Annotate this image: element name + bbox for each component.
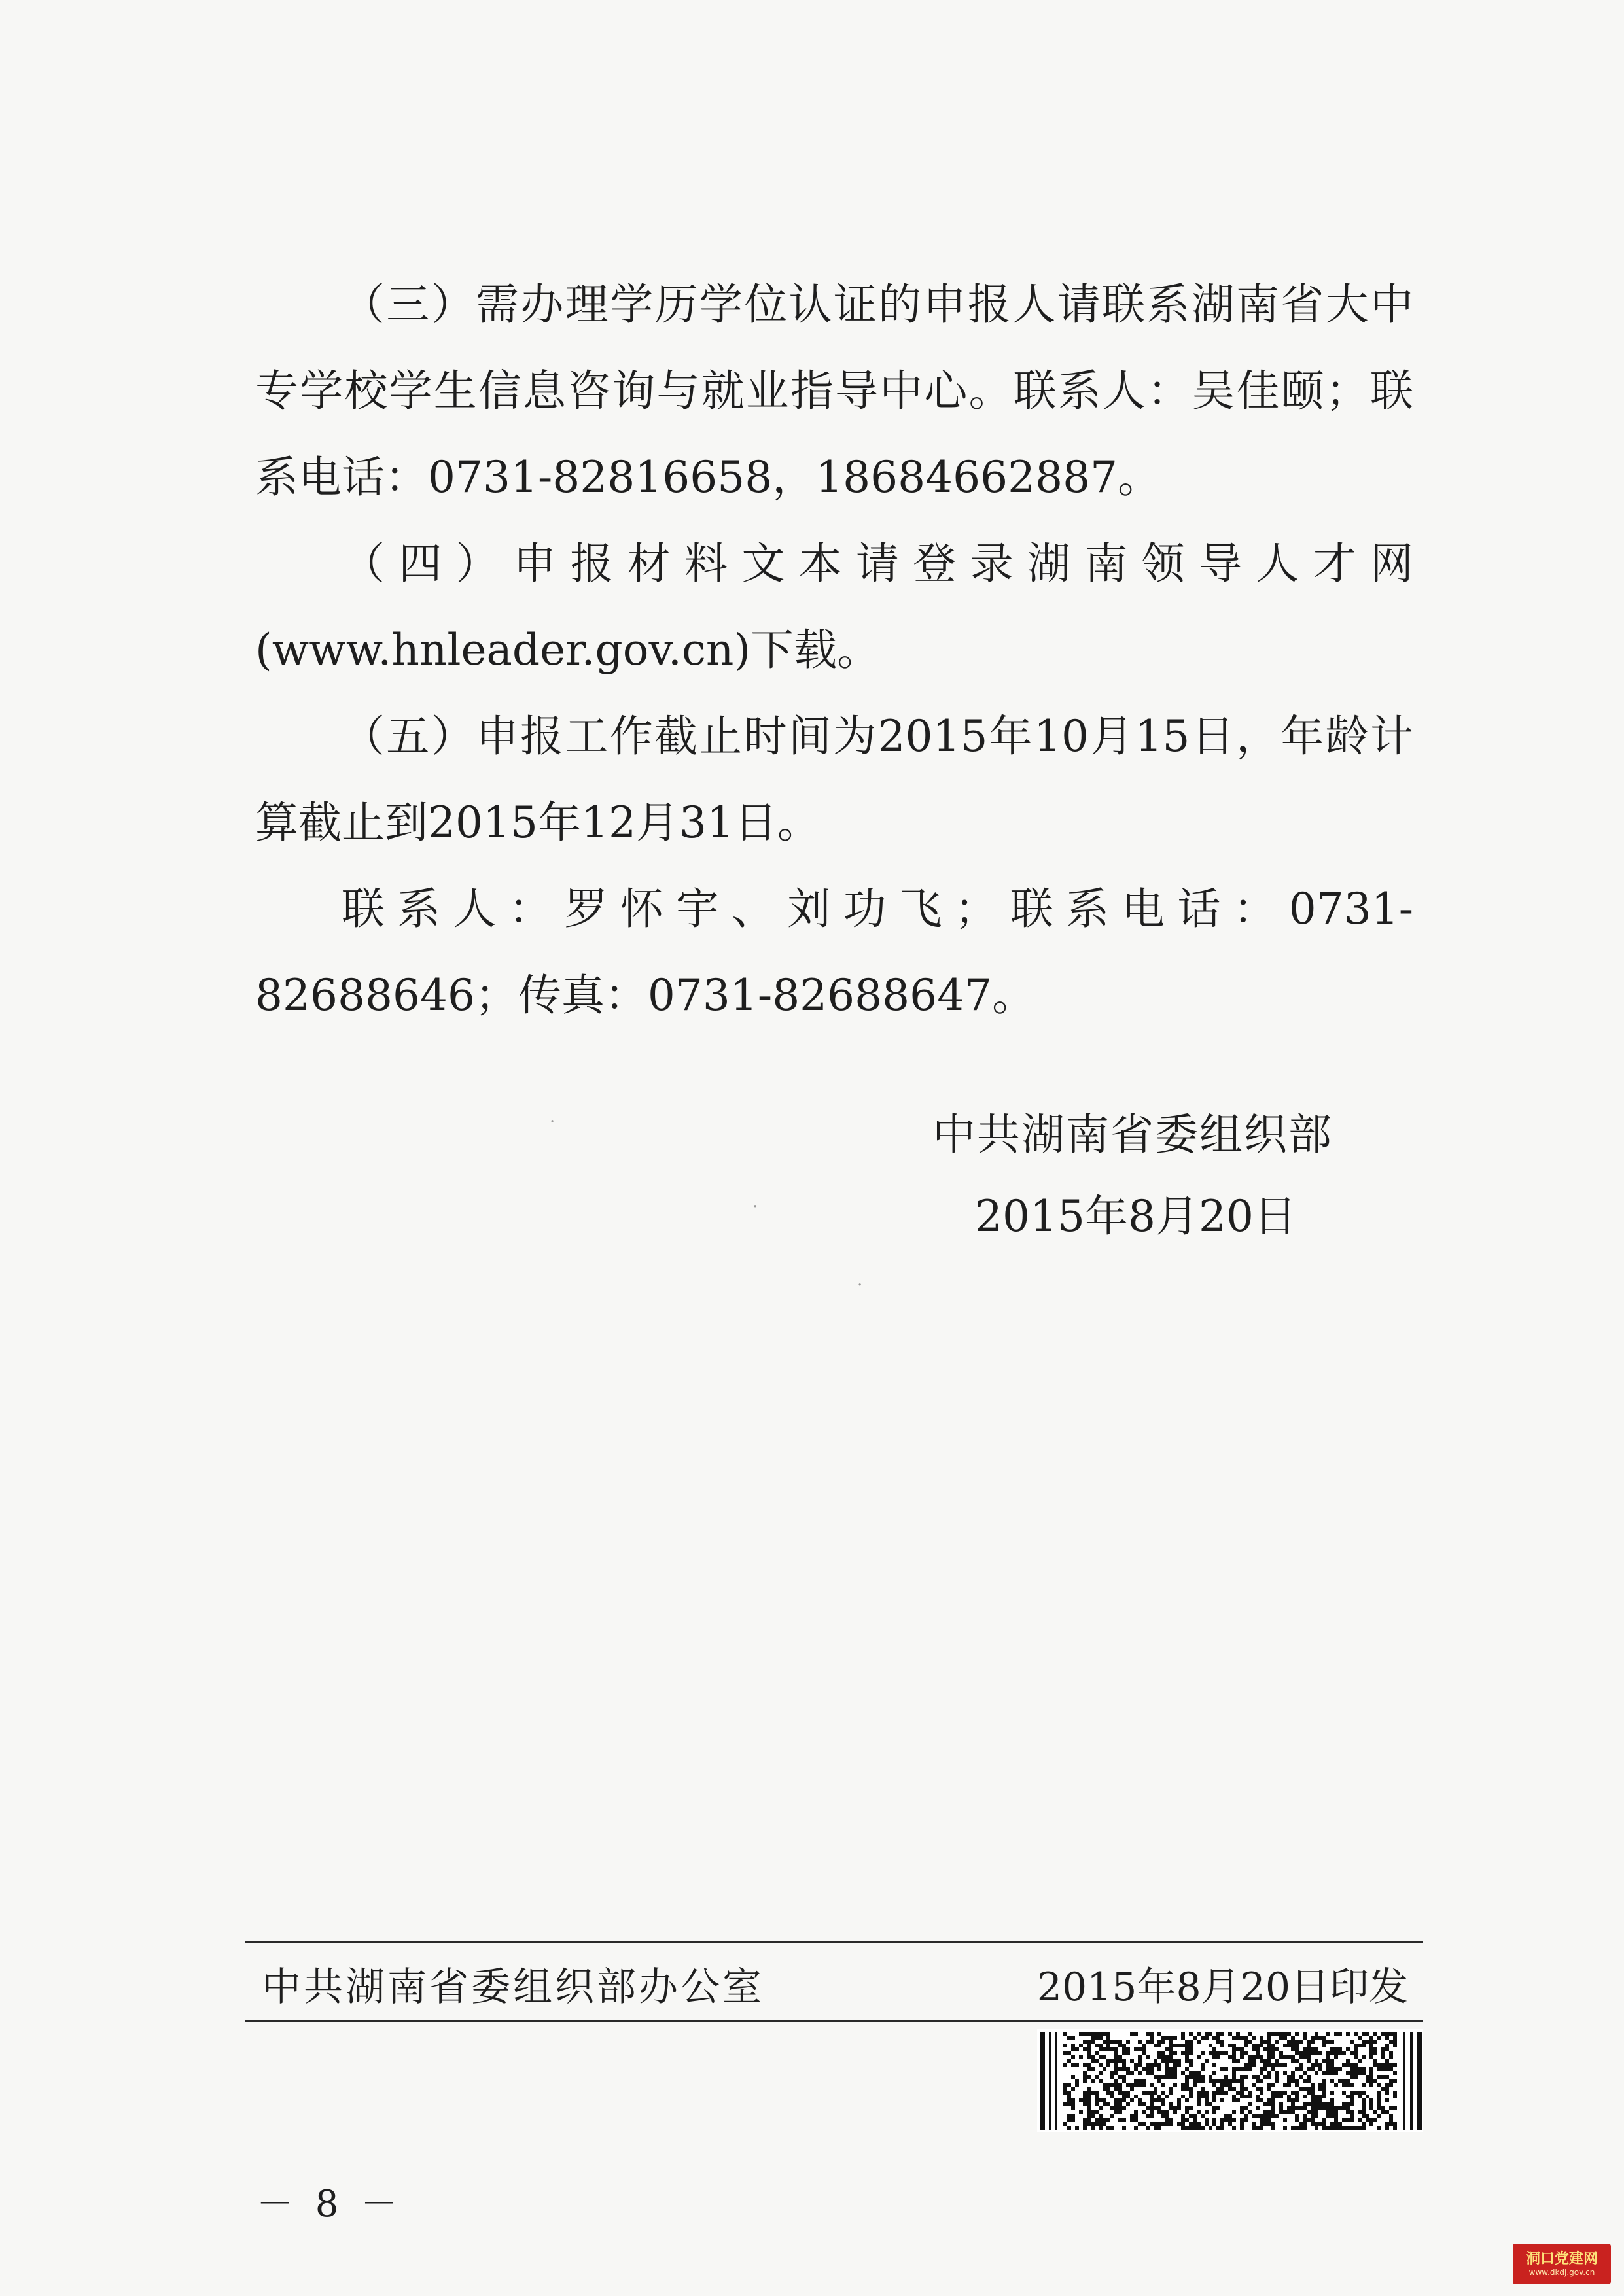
paragraph-contact: 联系人：罗怀宇、刘功飞；联系电话：0731-82688646；传真：0731-82688647。 [255, 884, 1413, 1020]
watermark-logo [1513, 2244, 1611, 2284]
watermark-title: 洞口党建网 [1525, 2251, 1598, 2267]
signature-date: 2015年8月20日 [975, 1191, 1297, 1242]
paragraph-item-4-line-2: (www.hnleader.gov.cn)下载。 [255, 625, 881, 675]
scan-speck: · [857, 1276, 863, 1295]
barcode-icon [1037, 2029, 1423, 2132]
footer-rule-bottom [245, 2020, 1423, 2022]
footer-issue-date: 2015年8月20日印发 [1036, 1964, 1408, 2010]
footer-rule-top [245, 1941, 1423, 1943]
paragraph-item-4-line-1: （四）申报材料文本请登录湖南领导人才网 [342, 538, 1413, 589]
footer-issuing-office: 中共湖南省委组织部办公室 [262, 1964, 764, 2010]
scan-speck: · [550, 1112, 556, 1132]
paragraph-item-3: （三）需办理学历学位认证的申报人请联系湖南省大中专学校学生信息咨询与就业指导中心。联系人：吴佳颐；联系电话：0731-82816658，18684662887。 [255, 279, 1413, 502]
watermark-url: www.dkdj.gov.cn [1528, 2268, 1595, 2277]
scan-speck: · [752, 1197, 758, 1217]
page-number: － 8 － [256, 2183, 403, 2225]
paragraph-item-5: （五）申报工作截止时间为2015年10月15日，年龄计算截止到2015年12月31日。 [255, 711, 1413, 848]
signature-organization: 中共湖南省委组织部 [932, 1109, 1333, 1160]
